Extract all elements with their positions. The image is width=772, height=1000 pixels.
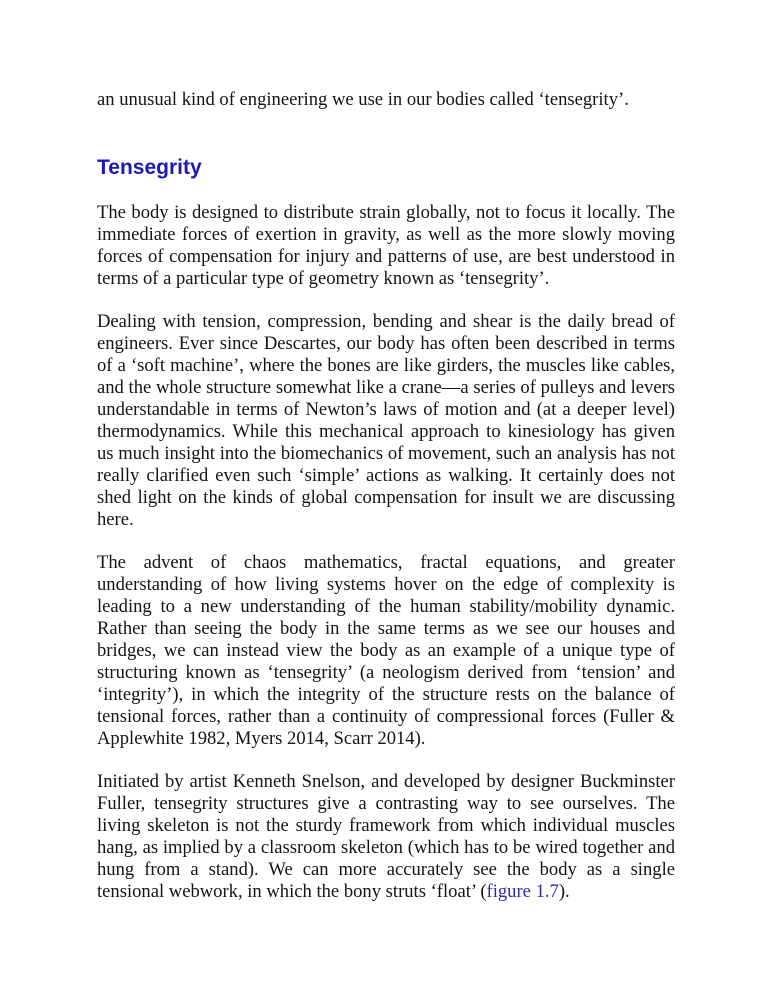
paragraph-2: Dealing with tension, compression, bending and shear is the daily bread of engineers. Ever since Descartes, our body has often been described in terms of a ‘soft machine’, where the bones are like girders, the muscles like cables, and the whole structure somewhat like a crane—a series of pulleys and levers understandable in terms of Newton’s laws of motion and (at a deeper level) thermodynamics. While this mechanical approach to kinesiology has given us much insight into the biomechanics of movement, such an analysis has not really clarified even such ‘simple’ actions as walking. It certainly does not shed light on the kinds of global compensation for insult we are discussing here. xyxy=(97,311,675,530)
figure-link[interactable]: figure 1.7 xyxy=(486,881,559,902)
paragraph-4-text-before: Initiated by artist Kenneth Snelson, and developed by designer Buckminster Fuller, tensegrity structures give a contrasting way to see ourselves. The living skeleton is not the sturdy framework from which individual muscles hang, as implied by a classroom skeleton (which has to be wired together and hung from a stand). We can more accurately see the body as a single tensional webwork, in which the bony struts ‘float’ ( xyxy=(97,771,675,902)
section-heading: Tensegrity xyxy=(97,156,202,179)
paragraph-3: The advent of chaos mathematics, fractal equations, and greater understanding of how living systems hover on the edge of complexity is leading to a new understanding of the human stability/mobility dynamic. Rather than seeing the body in the same terms as we see our houses and bridges, we can instead view the body as an example of a unique type of structuring known as ‘tensegrity’ (a neologism derived from ‘tension’ and ‘integrity’), in which the integrity of the structure rests on the balance of tensional forces, rather than a continuity of compressional forces (Fuller & Applewhite 1982, Myers 2014, Scarr 2014). xyxy=(97,552,675,749)
document-page xyxy=(97,89,675,903)
paragraph-4-text-after: ). xyxy=(558,881,570,902)
intro-line: an unusual kind of engineering we use in our bodies called ‘tensegrity’. xyxy=(97,89,629,110)
paragraph-1: The body is designed to distribute strain globally, not to focus it locally. The immediate forces of exertion in gravity, as well as the more slowly moving forces of compensation for injury and patterns of use, are best understood in terms of a particular type of geometry known as ‘tensegrity’. xyxy=(97,202,675,289)
paragraph-4 xyxy=(97,771,675,903)
